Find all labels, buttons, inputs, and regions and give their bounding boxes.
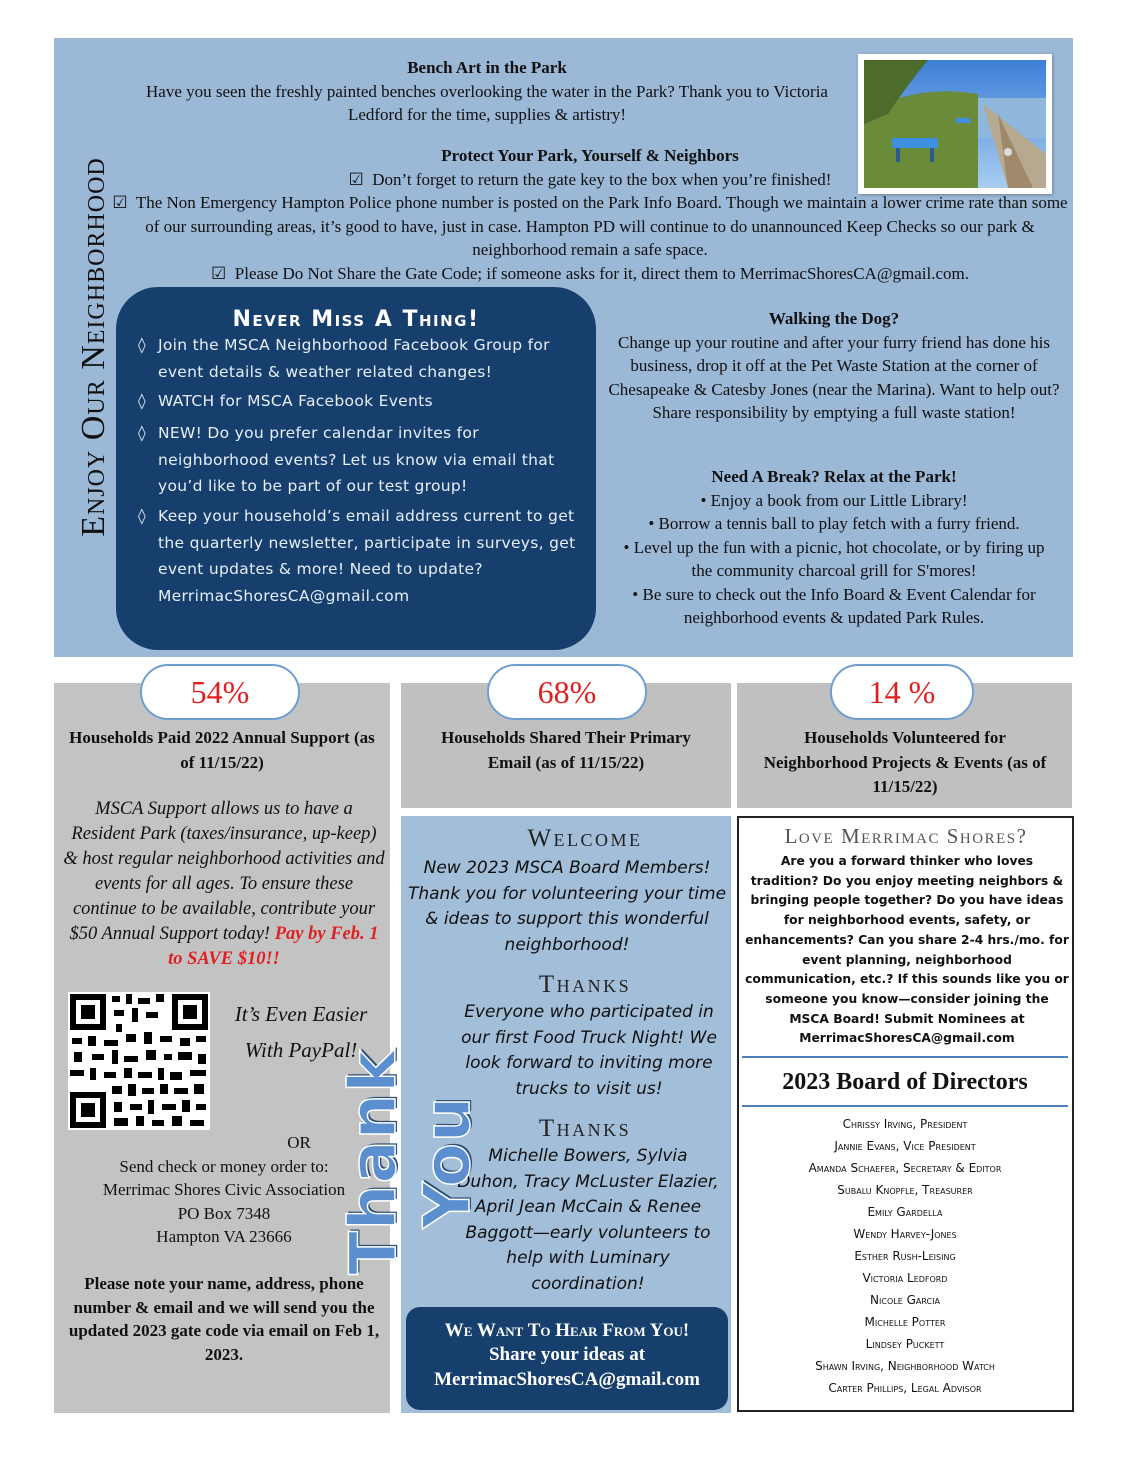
board-member: Esther Rush-Leising xyxy=(854,1249,956,1263)
never-miss-item: ◊ Join the MSCA Neighborhood Facebook Group for event details & weather related changes! xyxy=(138,332,578,385)
stat-label-volunteer: Households Volunteered for Neighborhood Projects & Events (as of 11/15/22) xyxy=(763,728,1047,796)
board-member: Wendy Harvey-Jones xyxy=(853,1227,957,1241)
stat-label-email: Households Shared Their Primary Email (as of 11/15/22) xyxy=(441,728,691,772)
diamond-icon: ◊ xyxy=(138,392,146,410)
bench-art-text: Have you seen the freshly painted benches overlooking the water in the Park? Thank you to Victoria Ledford for the time, supplies & artistry! xyxy=(146,81,828,124)
checkbox-icon: ☑ xyxy=(112,193,128,212)
stat-percent-volunteer: 14 % xyxy=(830,664,974,720)
save-highlight: Pay by Feb. 1 to SAVE $10!! xyxy=(168,924,379,969)
mail-intro: Send check or money order to: xyxy=(119,1156,329,1176)
welcome-heading: Welcome xyxy=(527,825,643,852)
walking-text: Change up your routine and after your furry friend has done his business, drop it off at the Pet Waste Station at the corner of Chesapeake & Catesby Jones (near the Marina). Want to help out? Share responsibility by emptying a full waste station! xyxy=(608,332,1060,422)
relax-item: • Borrow a tennis ball to play fetch with a furry friend. xyxy=(648,514,1020,533)
stat-percent-paid: 54% xyxy=(140,664,300,720)
love-text: Are you a forward thinker who loves tradition? Do you enjoy meeting neighbors & bringing people together? Do you have ideas for neighborhood events, safety, or enhancements? Can you share 2-4 hrs./mo. for event planning, neighborhood communication, etc.? If this sounds like you or someone you know—consider joining the MSCA Board! Submit Nominees at MerrimacShoresCA@gmail.com xyxy=(745,854,1069,1046)
support-text: MSCA Support allows us to have a Resident Park (taxes/insurance, up-keep) & host regular neighborhood activities and events for all ages. To ensure these continue to be available, contribute your $50 Annual Support today! Pay by Feb. 1 to SAVE $10!! xyxy=(63,799,385,969)
mail-city: Hampton VA 23666 xyxy=(156,1227,292,1246)
divider xyxy=(742,1056,1068,1058)
walking-block xyxy=(600,307,1068,425)
board-member: Amanda Schaefer, Secretary & Editor xyxy=(808,1161,1002,1175)
stat-percent-email: 68% xyxy=(487,664,647,720)
relax-title: Need A Break? Relax at the Park! xyxy=(711,467,957,486)
mail-po-box: PO Box 7348 xyxy=(177,1203,271,1223)
walking-title: Walking the Dog? xyxy=(768,309,900,328)
hear-title: We Want To Hear From You! xyxy=(444,1320,690,1341)
board-member: Victoria Ledford xyxy=(862,1271,948,1285)
side-title: Enjoy Our Neighborhood xyxy=(75,157,112,537)
board-member: Jannie Evans, Vice President xyxy=(834,1139,976,1153)
protect-block xyxy=(110,144,1070,285)
hear-email-link[interactable]: MerrimacShoresCA@gmail.com xyxy=(434,1369,700,1390)
diamond-icon: ◊ xyxy=(138,507,146,525)
board-member: Emily Gardella xyxy=(867,1205,943,1219)
relax-item: • Level up the fun with a picnic, hot chocolate, or by firing up the community charcoal grill for S'mores! xyxy=(623,537,1045,580)
hear-line: Share your ideas at xyxy=(488,1344,646,1365)
thanks-text-food-truck: Everyone who participated in our first Food Truck Night! We look forward to inviting more trucks to visit us! xyxy=(461,1002,717,1099)
never-miss-title: Never Miss A Thing! xyxy=(232,307,480,332)
bench-art-block xyxy=(122,56,852,127)
protect-title: Protect Your Park, Yourself & Neighbors xyxy=(441,146,739,165)
thanks-heading: Thanks xyxy=(538,971,632,998)
protect-item-3: ☑ Please Do Not Share the Gate Code; if someone asks for it, direct them to MerrimacShoresCA@gmail.com. xyxy=(211,263,969,283)
checkbox-icon: ☑ xyxy=(211,263,227,283)
hear-from-you-box xyxy=(406,1307,728,1410)
board-member: Nicole Garcia xyxy=(870,1293,940,1307)
gate-code-note: Please note your name, address, phone number & email and we will send you the updated 2023 gate code via email on Feb 1, 2023. xyxy=(68,1274,380,1364)
thanks-text-volunteers: Michelle Bowers, Sylvia Duhon, Tracy McLuster Elazier, April Jean McCain & Renee Baggott—early volunteers to help with Luminary coordination! xyxy=(457,1146,719,1294)
welcome-block xyxy=(440,822,730,856)
qr-code-icon xyxy=(68,992,210,1130)
never-miss-item: ◊ WATCH for MSCA Facebook Events xyxy=(138,388,578,415)
paypal-qr-code[interactable] xyxy=(68,992,210,1130)
or-text: OR xyxy=(287,1133,311,1152)
board-member: Chrissy Irving, President xyxy=(842,1117,968,1131)
diamond-icon: ◊ xyxy=(138,424,146,442)
board-title: 2023 Board of Directors xyxy=(782,1069,1028,1095)
board-member: Subalu Knopfle, Treasurer xyxy=(837,1183,973,1197)
checkbox-icon: ☑ xyxy=(348,169,364,189)
mail-org: Merrimac Shores Civic Association xyxy=(102,1180,346,1199)
protect-item-2: ☑ The Non Emergency Hampton Police phone number is posted on the Park Info Board. Though we maintain a lower crime rate than some of our surrounding areas, it’s good to have, just in case. Hampton PD will continue to do unannounced Keep Checks so our park & neighborhood remain a safe space. xyxy=(112,193,1068,259)
relax-item: • Enjoy a book from our Little Library! xyxy=(700,490,968,510)
board-member: Carter Phillips, Legal Advisor xyxy=(828,1381,982,1395)
never-miss-item: ◊ NEW! Do you prefer calendar invites for neighborhood events? Let us know via email that you’d like to be part of our test group! xyxy=(138,420,578,500)
board-member: Michelle Potter xyxy=(864,1315,946,1329)
never-miss-item: ◊ Keep your household’s email address current to get the quarterly newsletter, participate in surveys, get event updates & more! Need to update? MerrimacShoresCA@gmail.com xyxy=(138,503,578,609)
welcome-text: New 2023 MSCA Board Members! Thank you for volunteering your time & ideas to support this wonderful neighborhood! xyxy=(407,858,727,955)
divider xyxy=(742,1105,1068,1107)
never-miss-box xyxy=(116,287,596,650)
stat-label-paid: Households Paid 2022 Annual Support (as of 11/15/22) xyxy=(69,728,375,772)
relax-block xyxy=(600,465,1068,630)
diamond-icon: ◊ xyxy=(138,336,146,354)
thanks-heading: Thanks xyxy=(538,1115,632,1142)
love-title: Love Merrimac Shores? xyxy=(784,824,1028,848)
protect-item-1: ☑ Don’t forget to return the gate key to the box when you’re finished! xyxy=(348,169,832,189)
bench-art-title: Bench Art in the Park xyxy=(407,58,567,77)
board-member: Lindsey Puckett xyxy=(865,1337,945,1351)
board-member: Shawn Irving, Neighborhood Watch xyxy=(815,1359,995,1373)
paypal-text: It’s Even Easier With PayPal! xyxy=(234,1002,368,1062)
thank-you-banner: Thank You xyxy=(337,1049,485,1275)
board-list xyxy=(742,1113,1068,1399)
relax-item: • Be sure to check out the Info Board & Event Calendar for neighborhood events & updated Park Rules. xyxy=(632,584,1036,627)
